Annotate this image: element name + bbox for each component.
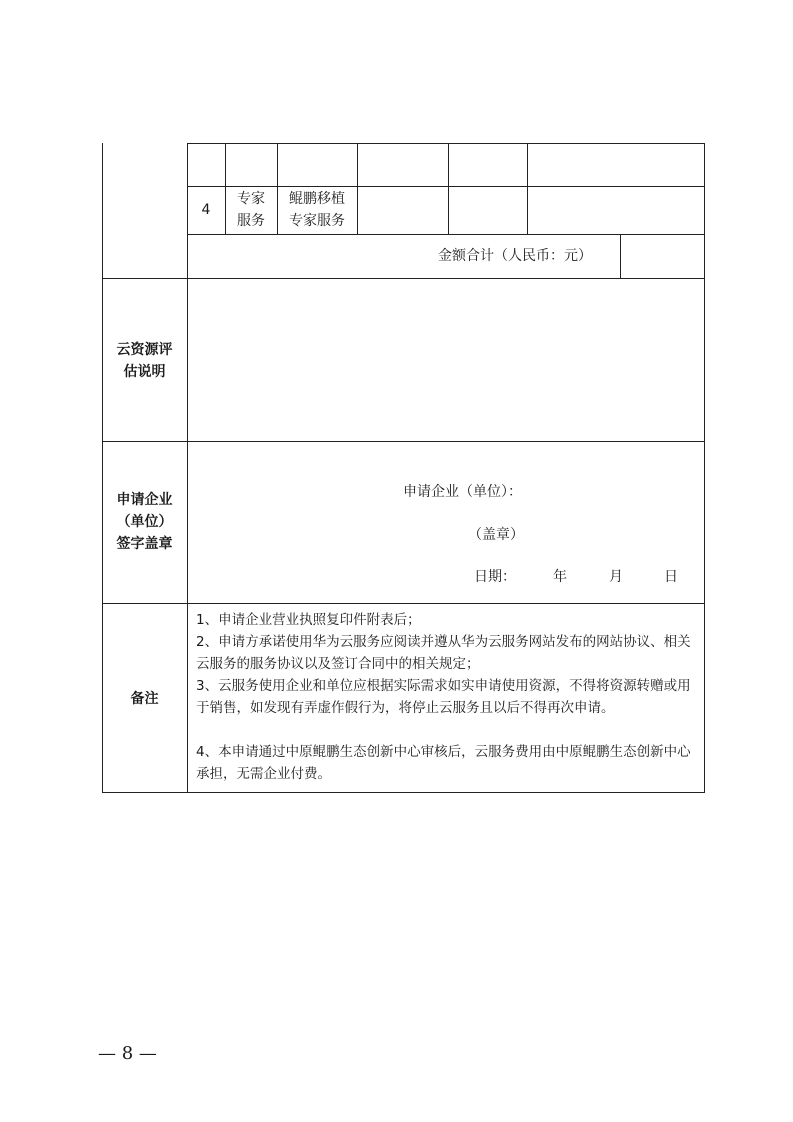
service-index: 4 [201, 202, 211, 218]
page-number: — 8 — [98, 1043, 157, 1064]
sign-label-line3: 签字盖章 [116, 536, 173, 552]
date-label: 日期： [474, 569, 516, 585]
remarks-label: 备注 [130, 691, 159, 707]
date-year: 年 [553, 569, 567, 585]
table-rule [527, 143, 528, 234]
table-rule [102, 441, 704, 442]
table-rule [187, 186, 704, 187]
sign-label-line2: （单位） [116, 514, 173, 530]
table-rule [187, 143, 188, 793]
table-rule [187, 234, 704, 235]
table-rule [102, 603, 704, 604]
remark-item: 3、云服务使用企业和单位应根据实际需求如实申请使用资源，不得将资源转赠或用于销售，如发现有弄虚作假行为，将停止云服务且以后不得再次申请。 [196, 678, 691, 716]
seal-label: （盖章） [468, 527, 524, 543]
service-category-line1: 专家 [237, 191, 265, 207]
table-rule [357, 143, 358, 234]
service-name-line1: 鲲鹏移植 [289, 191, 345, 207]
date-month: 月 [609, 569, 623, 585]
service-name-line2: 专家服务 [289, 213, 345, 229]
total-amount-label: 金额合计（人民币：元） [438, 248, 592, 264]
eval-label-line2: 估说明 [123, 364, 166, 380]
service-category-line2: 服务 [237, 213, 265, 229]
remark-item: 1、申请企业营业执照复印件附表后； [196, 612, 421, 628]
sign-label-line1: 申请企业 [116, 492, 173, 508]
table-rule [102, 278, 704, 279]
remark-item: 2、申请方承诺使用华为云服务应阅读并遵从华为云服务网站发布的网站协议、相关云服务的服务协议以及签订合同中的相关规定； [196, 634, 691, 672]
date-day: 日 [664, 569, 678, 585]
table-rule [704, 143, 705, 793]
eval-label-line1: 云资源评 [116, 342, 173, 358]
remark-item: 4、本申请通过中原鲲鹏生态创新中心审核后，云服务费用由中原鲲鹏生态创新中心承担，无需企业付费。 [196, 744, 691, 782]
table-rule [620, 234, 621, 278]
applicant-label: 申请企业（单位）： [403, 484, 522, 500]
table-rule [102, 792, 704, 793]
table-rule [448, 143, 449, 234]
table-rule [187, 143, 704, 144]
